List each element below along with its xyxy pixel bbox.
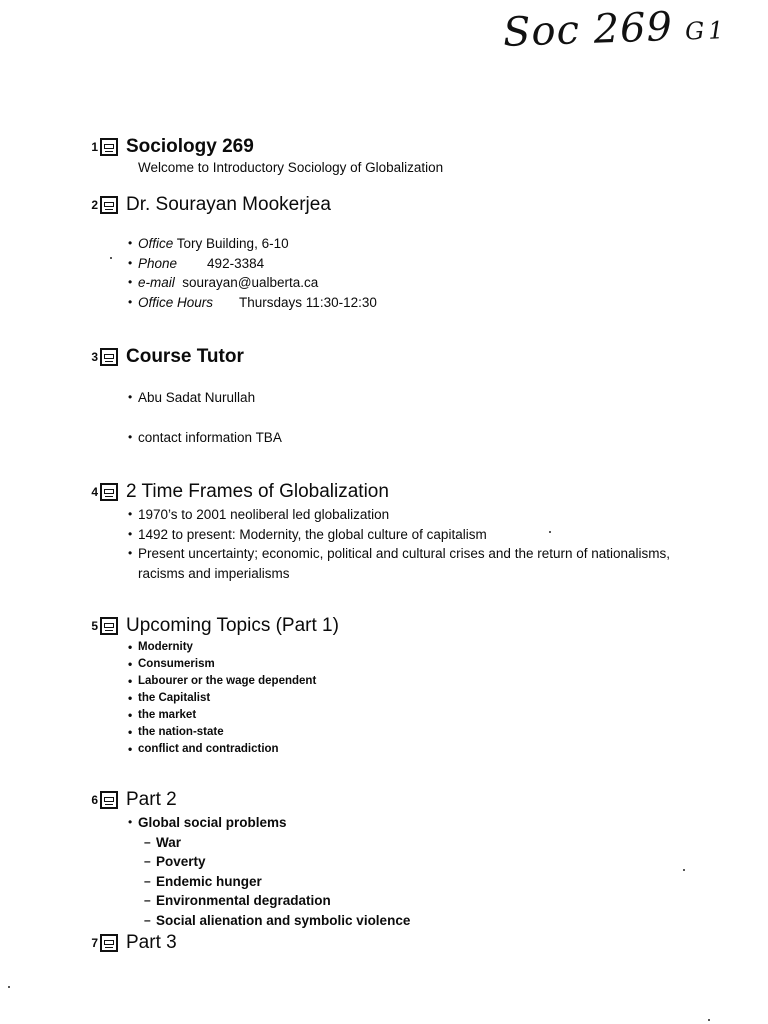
slide-title: Sociology 269: [126, 136, 254, 157]
sub-list-item: – Endemic hunger: [156, 872, 726, 892]
sub-list-item: – Environmental degradation: [156, 891, 726, 911]
time-frames-list: [138, 505, 678, 583]
list-item: • the nation-state: [138, 724, 726, 741]
handwritten-course-code: Soc 269 G1: [502, 3, 729, 56]
slide-icon: [100, 483, 118, 501]
list-item: • Phone 492-3384: [138, 254, 726, 274]
tutor-list: [138, 388, 726, 447]
slide-2: [86, 192, 726, 312]
slide-number: 2: [91, 198, 98, 212]
scan-speck: [110, 257, 112, 259]
slide-subtitle: Welcome to Introductory Sociology of Globalization: [138, 160, 444, 175]
slide-number: 5: [91, 619, 98, 633]
list-item: • Labourer or the wage dependent: [138, 673, 726, 690]
slide-title: Part 3: [126, 932, 177, 953]
sub-list: [138, 833, 726, 931]
list-item: • contact information TBA: [138, 428, 726, 448]
sub-list-item: – War: [156, 833, 726, 853]
list-item: • Office Hours Thursdays 11:30-12:30: [138, 293, 726, 313]
list-item: • Office Tory Building, 6-10: [138, 234, 726, 254]
part2-list: [138, 813, 726, 930]
slide-icon: [100, 791, 118, 809]
slide-title: Course Tutor: [126, 346, 244, 367]
slide-1: [86, 134, 726, 175]
list-item: • the Capitalist: [138, 690, 726, 707]
contact-list: [138, 234, 726, 312]
slide-7: [86, 930, 726, 956]
list-item: • the market: [138, 707, 726, 724]
slide-4: [86, 479, 726, 583]
list-item: • 1970’s to 2001 neoliberal led globalization: [138, 505, 678, 525]
slide-icon: [100, 348, 118, 366]
list-item: • Modernity: [138, 639, 726, 656]
scan-speck: [708, 1019, 710, 1021]
slide-3: [86, 344, 726, 447]
list-item: • Present uncertainty; economic, political and cultural crises and the return of nationalisms, racisms and imperialisms: [138, 544, 678, 583]
slide-title: Dr. Sourayan Mookerjea: [126, 194, 331, 215]
slide-icon: [100, 138, 118, 156]
slide-number: 6: [91, 793, 98, 807]
sub-list-item: – Poverty: [156, 852, 726, 872]
slide-5: [86, 613, 726, 758]
slide-icon: [100, 934, 118, 952]
list-item: • Consumerism: [138, 656, 726, 673]
scan-speck: [8, 986, 10, 988]
scan-speck: [549, 531, 551, 533]
list-item: • Abu Sadat Nurullah: [138, 388, 726, 408]
slide-number: 1: [91, 140, 98, 154]
list-item: • conflict and contradiction: [138, 741, 726, 758]
slide-number: 7: [91, 936, 98, 950]
topics-list: [138, 639, 726, 758]
scan-speck: [683, 869, 685, 871]
list-item: • e-mail sourayan@ualberta.ca: [138, 273, 726, 293]
sub-list-item: – Social alienation and symbolic violence: [156, 911, 726, 931]
slide-title: 2 Time Frames of Globalization: [126, 481, 389, 502]
list-item: • 1492 to present: Modernity, the global culture of capitalism: [138, 525, 678, 545]
slide-number: 3: [91, 350, 98, 364]
slide-number: 4: [91, 485, 98, 499]
slide-title: Upcoming Topics (Part 1): [126, 615, 339, 636]
slide-6: [86, 787, 726, 930]
list-item: • Global social problems – War – Poverty – Endemic hunger – Environmental degradation – Social alienation and symbolic violence: [138, 813, 726, 930]
slide-icon: [100, 196, 118, 214]
slide-title: Part 2: [126, 789, 177, 810]
slide-icon: [100, 617, 118, 635]
